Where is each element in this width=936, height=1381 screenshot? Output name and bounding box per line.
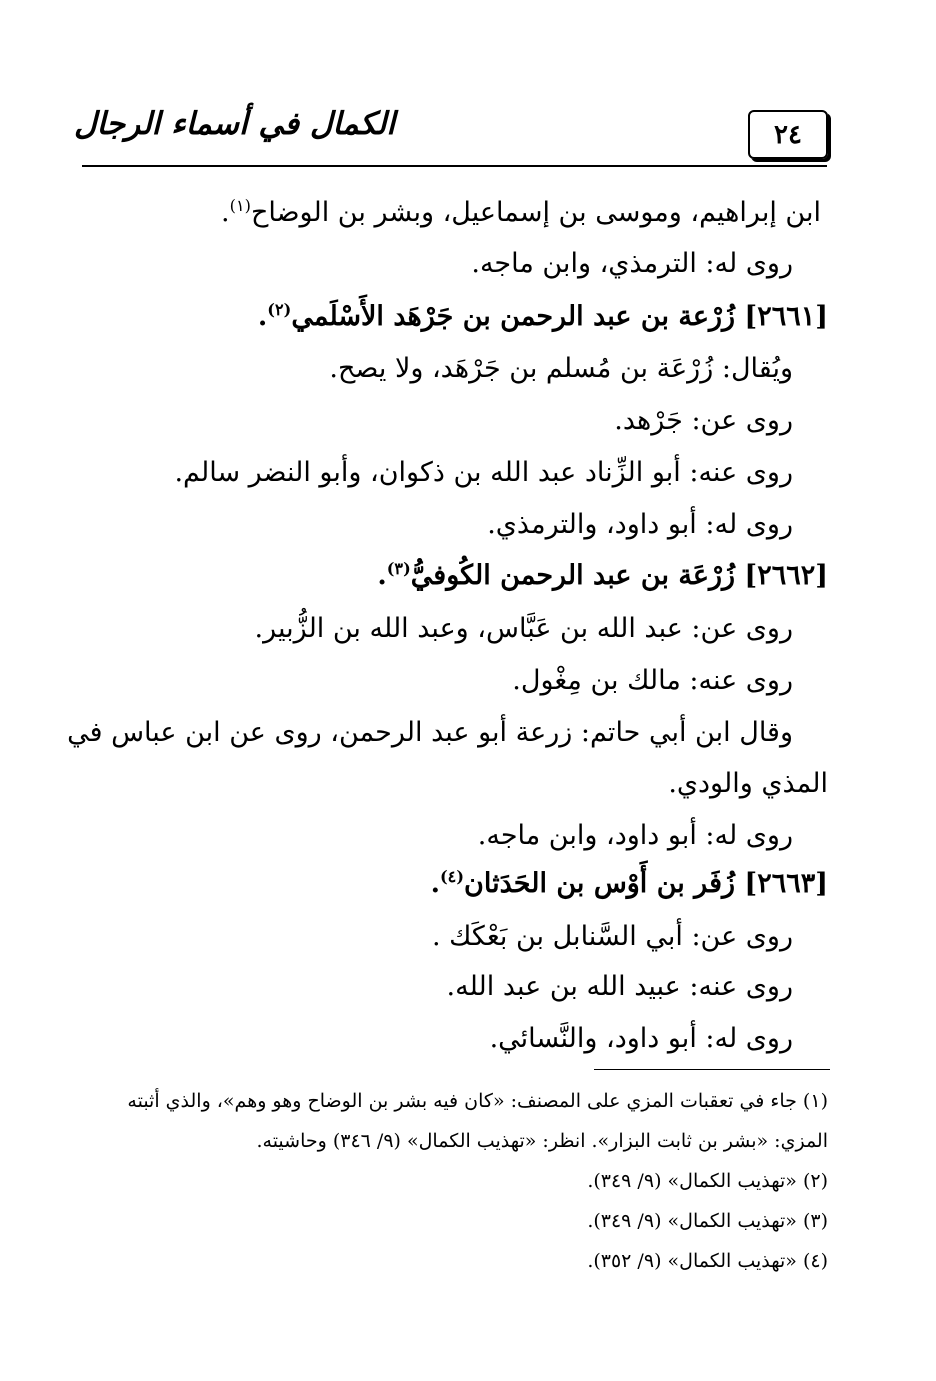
footnote-2: (٢) «تهذيب الكمال» (٩/ ٣٤٩).	[587, 1170, 828, 1192]
footnote-mark-2: (٢)	[267, 300, 292, 319]
footnote-mark-1: (١)	[229, 196, 251, 215]
body-line-1: ابن إبراهيم، وموسى بن إسماعيل، وبشر بن الوضاح$^{(١)}$.	[221, 196, 821, 228]
body-line-5: روى عن: جَرْهد.	[614, 405, 793, 436]
body-line-4: ويُقال: زُرْعَة بن مُسلم بن جَرْهَد، ولا يصح.	[329, 353, 793, 384]
body-line-16: روى عنه: عبيد الله بن عبد الله.	[446, 971, 793, 1002]
running-header-title: الكمال في أسماء الرجال	[74, 106, 395, 142]
body-line-7: روى له: أبو داود، والترمذي.	[487, 509, 793, 540]
header-rule	[82, 165, 827, 167]
body-line-2: روى له: الترمذي، وابن ماجه.	[471, 248, 793, 279]
footnote-mark-3: (٣)	[386, 559, 411, 578]
body-line-6: روى عنه: أبو الزِّناد عبد الله بن ذكوان، وأبو النضر سالم.	[174, 457, 793, 488]
body-line-9: روى عن: عبد الله بن عَبَّاس، وعبد الله بن الزُّبير.	[254, 613, 793, 644]
body-line-17: روى له: أبو داود، والنَّسائي.	[489, 1023, 793, 1054]
page-number: ٢٤	[774, 119, 802, 150]
footnote-mark-4: (٤)	[440, 867, 465, 886]
footnote-1: (١) جاء في تعقبات المزي على المصنف: «كان فيه بشر بن الوضاح وهو وهم»، والذي أثبته	[127, 1090, 828, 1112]
body-line-11: وقال ابن أبي حاتم: زرعة أبو عبد الرحمن، روى عن ابن عباس في	[67, 717, 793, 748]
body-line-13: روى له: أبو داود، وابن ماجه.	[477, 820, 793, 851]
body-line-15: روى عن: أبي السَّنابل بن بَعْكَك .	[432, 921, 793, 952]
page-number-box	[748, 110, 828, 159]
footnote-3: (٣) «تهذيب الكمال» (٩/ ٣٤٩).	[587, 1210, 828, 1232]
body-line-12: المذي والودي.	[668, 768, 828, 799]
footnote-4: (٤) «تهذيب الكمال» (٩/ ٣٥٢).	[587, 1250, 828, 1272]
entry-heading-2661: [٢٦٦١] زُرْعة بن عبد الرحمن بن جَرْهَد الأَسْلَمي$^{(٢)}$.	[257, 300, 828, 332]
footnote-1-continued: المزي: «بشر بن ثابت البزار». انظر: «تهذيب الكمال» (٩/ ٣٤٦) وحاشيته.	[256, 1130, 828, 1152]
entry-heading-2662: [٢٦٦٢] زُرْعَة بن عبد الرحمن الكُوفيُّ$^{(٣)}$.	[377, 559, 828, 591]
footnote-separator	[594, 1069, 830, 1070]
body-line-10: روى عنه: مالك بن مِغْول.	[512, 665, 793, 696]
entry-heading-2663: [٢٦٦٣] زُفَر بن أَوْس بن الحَدَثان$^{(٤)}$.	[430, 867, 828, 899]
